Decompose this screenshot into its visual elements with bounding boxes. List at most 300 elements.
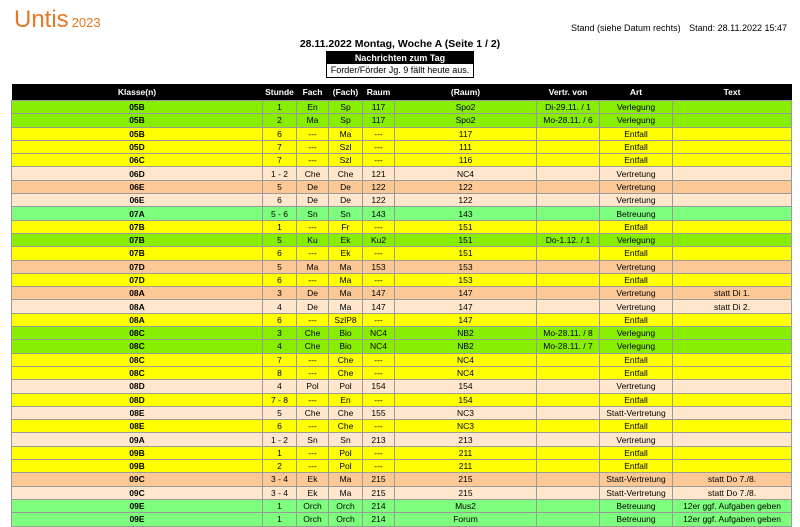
cell-stunde: 1 - 2 [263,433,297,446]
cell-raum-orig: Spo2 [395,101,537,114]
cell-klasse: 08A [12,313,263,326]
cell-art: Verlegung [600,114,673,127]
cell-fach-orig: Ma [329,127,363,140]
cell-fach: --- [297,446,329,459]
cell-klasse: 07B [12,220,263,233]
cell-fach: De [297,194,329,207]
cell-stunde: 6 [263,194,297,207]
news-box [326,51,475,78]
table-row [12,340,792,353]
cell-raum-orig: 151 [395,233,537,246]
cell-raum: 215 [363,473,395,486]
cell-art: Betreuung [600,513,673,526]
header-vertr-von: Vertr. von [537,84,600,101]
cell-vertr-von [537,154,600,167]
cell-fach: --- [297,127,329,140]
table-row [12,154,792,167]
cell-art: Entfall [600,273,673,286]
cell-klasse: 06C [12,154,263,167]
cell-stunde: 1 - 2 [263,167,297,180]
cell-vertr-von [537,513,600,526]
cell-vertr-von [537,207,600,220]
table-row [12,327,792,340]
cell-vertr-von: Do-1.12. / 1 [537,233,600,246]
cell-art: Entfall [600,460,673,473]
table-row [12,273,792,286]
cell-klasse: 07D [12,260,263,273]
table-header-row [12,84,792,101]
cell-stunde: 5 - 6 [263,207,297,220]
cell-fach: En [297,101,329,114]
cell-raum-orig: 147 [395,313,537,326]
cell-raum-orig: 116 [395,154,537,167]
cell-klasse: 08C [12,366,263,379]
cell-text [673,167,792,180]
cell-text: 12er ggf. Aufgaben geben [673,499,792,512]
cell-raum-orig: 122 [395,180,537,193]
table-row [12,127,792,140]
cell-klasse: 06D [12,167,263,180]
cell-vertr-von [537,127,600,140]
cell-vertr-von [537,406,600,419]
news-title: Nachrichten zum Tag [327,52,474,64]
cell-stunde: 5 [263,260,297,273]
cell-fach-orig: En [329,393,363,406]
cell-raum-orig: NB2 [395,327,537,340]
cell-stunde: 2 [263,460,297,473]
cell-raum: 153 [363,260,395,273]
cell-vertr-von [537,473,600,486]
cell-art: Betreuung [600,207,673,220]
cell-fach-orig: Pol [329,380,363,393]
cell-fach-orig: Ma [329,287,363,300]
cell-raum-orig: NC4 [395,353,537,366]
cell-art: Vertretung [600,260,673,273]
cell-vertr-von [537,300,600,313]
cell-text [673,406,792,419]
cell-text: statt Di 1. [673,287,792,300]
cell-fach-orig: Szl [329,140,363,153]
table-row [12,473,792,486]
cell-fach-orig: Che [329,406,363,419]
cell-art: Vertretung [600,180,673,193]
cell-raum: --- [363,353,395,366]
cell-fach-orig: Ma [329,486,363,499]
cell-stunde: 6 [263,247,297,260]
cell-klasse: 05B [12,114,263,127]
cell-fach: --- [297,220,329,233]
cell-fach: Ma [297,260,329,273]
cell-text [673,127,792,140]
cell-fach-orig: Orch [329,499,363,512]
cell-fach: Orch [297,499,329,512]
header-raum-orig: (Raum) [395,84,537,101]
cell-raum: 214 [363,513,395,526]
cell-fach: Sn [297,207,329,220]
cell-klasse: 08D [12,380,263,393]
cell-art: Statt-Vertretung [600,473,673,486]
cell-raum: --- [363,446,395,459]
cell-klasse: 09B [12,446,263,459]
cell-fach-orig: Pol [329,446,363,459]
cell-raum: 147 [363,287,395,300]
cell-fach-orig: SzlP8 [329,313,363,326]
cell-vertr-von [537,140,600,153]
cell-raum-orig: Spo2 [395,114,537,127]
cell-fach-orig: Ma [329,473,363,486]
cell-fach-orig: Sn [329,433,363,446]
cell-raum-orig: NC4 [395,366,537,379]
table-row [12,393,792,406]
cell-fach: Che [297,327,329,340]
cell-stunde: 1 [263,499,297,512]
cell-vertr-von [537,393,600,406]
cell-raum-orig: 215 [395,473,537,486]
cell-klasse: 09E [12,513,263,526]
table-row [12,194,792,207]
cell-klasse: 09E [12,499,263,512]
cell-raum: --- [363,420,395,433]
cell-raum: --- [363,313,395,326]
table-row [12,366,792,379]
cell-text [673,101,792,114]
cell-fach-orig: Che [329,366,363,379]
cell-klasse: 08D [12,393,263,406]
cell-art: Vertretung [600,380,673,393]
cell-fach: De [297,180,329,193]
cell-raum-orig: 151 [395,247,537,260]
cell-fach-orig: De [329,180,363,193]
cell-fach: De [297,300,329,313]
stand-value: Stand: 28.11.2022 15:47 [689,23,787,33]
cell-klasse: 08C [12,353,263,366]
cell-fach-orig: Szl [329,154,363,167]
cell-raum: --- [363,220,395,233]
table-row [12,260,792,273]
table-row [12,287,792,300]
cell-raum-orig: 147 [395,287,537,300]
cell-vertr-von: Di-29.11. / 1 [537,101,600,114]
cell-raum-orig: NB2 [395,340,537,353]
cell-raum-orig: Mus2 [395,499,537,512]
stand-info [571,23,787,33]
cell-fach-orig: Pol [329,460,363,473]
cell-vertr-von: Mo-28.11. / 8 [537,327,600,340]
cell-vertr-von [537,180,600,193]
cell-vertr-von [537,486,600,499]
cell-stunde: 3 [263,287,297,300]
cell-stunde: 7 [263,140,297,153]
cell-klasse: 05D [12,140,263,153]
cell-art: Statt-Vertretung [600,406,673,419]
cell-vertr-von [537,313,600,326]
cell-art: Entfall [600,313,673,326]
cell-raum: 121 [363,167,395,180]
cell-art: Entfall [600,154,673,167]
cell-fach-orig: De [329,194,363,207]
cell-raum: --- [363,460,395,473]
cell-raum: 117 [363,101,395,114]
cell-stunde: 3 - 4 [263,486,297,499]
table-row [12,499,792,512]
cell-art: Statt-Vertretung [600,486,673,499]
cell-raum: --- [363,127,395,140]
cell-fach: --- [297,154,329,167]
header-art: Art [600,84,673,101]
cell-stunde: 3 [263,327,297,340]
cell-stunde: 5 [263,180,297,193]
cell-klasse: 07B [12,247,263,260]
table-row [12,486,792,499]
cell-klasse: 06E [12,194,263,207]
cell-vertr-von: Mo-28.11. / 6 [537,114,600,127]
cell-stunde: 1 [263,101,297,114]
cell-vertr-von [537,287,600,300]
table-row [12,300,792,313]
cell-raum: 122 [363,180,395,193]
cell-stunde: 5 [263,233,297,246]
cell-text [673,313,792,326]
cell-raum-orig: 215 [395,486,537,499]
cell-text [673,114,792,127]
cell-art: Betreuung [600,499,673,512]
cell-text: statt Do 7./8. [673,486,792,499]
cell-art: Verlegung [600,340,673,353]
cell-stunde: 1 [263,446,297,459]
cell-text [673,433,792,446]
table-row [12,420,792,433]
cell-vertr-von [537,220,600,233]
cell-raum: 213 [363,433,395,446]
header-text: Text [673,84,792,101]
cell-stunde: 1 [263,513,297,526]
table-row [12,446,792,459]
cell-fach-orig: Ek [329,233,363,246]
cell-art: Entfall [600,140,673,153]
cell-text [673,194,792,207]
cell-vertr-von [537,353,600,366]
cell-text: 12er ggf. Aufgaben geben [673,513,792,526]
cell-fach-orig: Bio [329,327,363,340]
cell-text [673,366,792,379]
table-row [12,233,792,246]
cell-stunde: 6 [263,273,297,286]
cell-fach: Ma [297,114,329,127]
table-row [12,180,792,193]
cell-klasse: 07A [12,207,263,220]
cell-text [673,327,792,340]
cell-raum-orig: 111 [395,140,537,153]
cell-stunde: 4 [263,380,297,393]
header-klasse: Klasse(n) [12,84,263,101]
cell-text [673,233,792,246]
cell-raum: Ku2 [363,233,395,246]
cell-klasse: 07D [12,273,263,286]
cell-raum: --- [363,366,395,379]
cell-raum: 117 [363,114,395,127]
cell-text: statt Do 7./8. [673,473,792,486]
cell-raum: 122 [363,194,395,207]
cell-raum: 143 [363,207,395,220]
cell-stunde: 5 [263,406,297,419]
cell-text [673,380,792,393]
cell-klasse: 08C [12,340,263,353]
table-row [12,406,792,419]
cell-fach: Che [297,340,329,353]
cell-klasse: 08E [12,406,263,419]
table-body [12,101,792,527]
cell-art: Verlegung [600,233,673,246]
cell-klasse: 08A [12,300,263,313]
cell-raum-orig: 154 [395,393,537,406]
cell-klasse: 07B [12,233,263,246]
cell-vertr-von [537,167,600,180]
cell-art: Vertretung [600,167,673,180]
cell-raum-orig: 211 [395,460,537,473]
header-fach: Fach [297,84,329,101]
cell-text [673,207,792,220]
cell-text [673,446,792,459]
cell-art: Verlegung [600,101,673,114]
cell-text [673,340,792,353]
cell-klasse: 08A [12,287,263,300]
table-row [12,207,792,220]
app-name: Untis [14,6,69,33]
cell-stunde: 1 [263,220,297,233]
cell-stunde: 7 - 8 [263,393,297,406]
cell-art: Entfall [600,220,673,233]
cell-fach: --- [297,420,329,433]
cell-raum: NC4 [363,327,395,340]
cell-klasse: 08E [12,420,263,433]
cell-klasse: 05B [12,101,263,114]
cell-raum-orig: NC3 [395,406,537,419]
cell-fach-orig: Bio [329,340,363,353]
cell-fach: --- [297,140,329,153]
cell-klasse: 08C [12,327,263,340]
cell-vertr-von [537,499,600,512]
cell-stunde: 3 - 4 [263,473,297,486]
cell-raum-orig: 147 [395,300,537,313]
cell-art: Entfall [600,366,673,379]
untis-logo [14,6,101,34]
table-row [12,353,792,366]
cell-raum: 154 [363,380,395,393]
header-raum: Raum [363,84,395,101]
header-fach-orig: (Fach) [329,84,363,101]
cell-klasse: 05B [12,127,263,140]
cell-text [673,154,792,167]
cell-text [673,393,792,406]
cell-fach: Orch [297,513,329,526]
cell-stunde: 7 [263,154,297,167]
cell-text [673,260,792,273]
cell-raum: --- [363,140,395,153]
cell-fach-orig: Ek [329,247,363,260]
cell-stunde: 6 [263,420,297,433]
table-row [12,140,792,153]
cell-art: Entfall [600,420,673,433]
cell-fach-orig: Che [329,167,363,180]
cell-raum-orig: 213 [395,433,537,446]
cell-raum: --- [363,273,395,286]
table-row [12,101,792,114]
cell-stunde: 4 [263,300,297,313]
cell-raum-orig: 117 [395,127,537,140]
cell-fach: Sn [297,433,329,446]
cell-raum-orig: 143 [395,207,537,220]
cell-vertr-von [537,194,600,207]
cell-text [673,180,792,193]
cell-fach-orig: Ma [329,260,363,273]
cell-raum-orig: NC4 [395,167,537,180]
cell-stunde: 4 [263,340,297,353]
cell-raum: 147 [363,300,395,313]
cell-art: Entfall [600,127,673,140]
cell-fach: --- [297,313,329,326]
table-row [12,513,792,526]
cell-fach: --- [297,393,329,406]
substitution-table [11,84,792,527]
table-row [12,167,792,180]
cell-klasse: 09B [12,460,263,473]
cell-fach: --- [297,460,329,473]
header-stunde: Stunde [263,84,297,101]
cell-raum: 155 [363,406,395,419]
table-row [12,220,792,233]
cell-fach: Ku [297,233,329,246]
cell-klasse: 06E [12,180,263,193]
cell-raum-orig: 211 [395,446,537,459]
cell-art: Vertretung [600,433,673,446]
cell-klasse: 09C [12,473,263,486]
table-row [12,433,792,446]
cell-vertr-von [537,433,600,446]
cell-raum-orig: NC3 [395,420,537,433]
cell-raum-orig: 153 [395,260,537,273]
cell-fach-orig: Sp [329,114,363,127]
cell-fach: Ek [297,473,329,486]
cell-fach-orig: Orch [329,513,363,526]
cell-raum: --- [363,154,395,167]
cell-vertr-von [537,446,600,459]
cell-vertr-von [537,260,600,273]
cell-text [673,220,792,233]
cell-klasse: 09A [12,433,263,446]
cell-text [673,247,792,260]
cell-fach: Pol [297,380,329,393]
cell-vertr-von [537,366,600,379]
cell-art: Vertretung [600,287,673,300]
cell-fach-orig: Ma [329,300,363,313]
cell-fach: Ek [297,486,329,499]
cell-raum-orig: 153 [395,273,537,286]
cell-fach: De [297,287,329,300]
cell-text: statt Di 2. [673,300,792,313]
table-row [12,313,792,326]
cell-stunde: 8 [263,366,297,379]
cell-art: Verlegung [600,327,673,340]
cell-art: Vertretung [600,194,673,207]
cell-raum: --- [363,247,395,260]
cell-stunde: 7 [263,353,297,366]
cell-raum-orig: 154 [395,380,537,393]
day-header [0,38,800,78]
cell-fach: --- [297,353,329,366]
cell-vertr-von [537,380,600,393]
cell-vertr-von [537,420,600,433]
cell-raum-orig: Forum [395,513,537,526]
